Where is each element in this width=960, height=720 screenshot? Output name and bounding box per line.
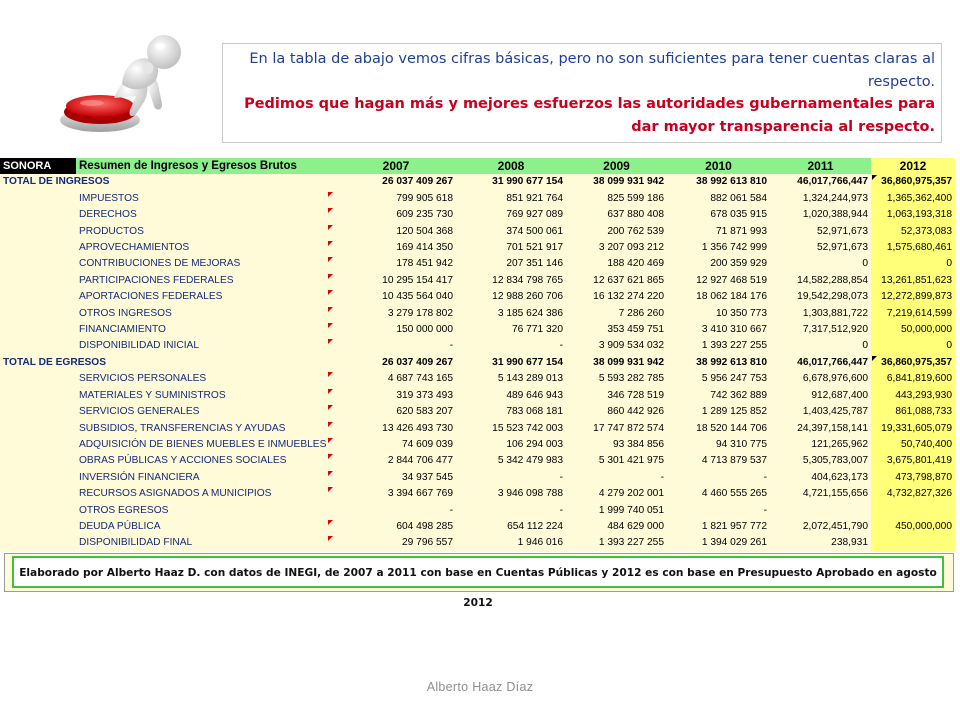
row-label: DERECHOS xyxy=(76,207,336,223)
value-cell: 10 350 773 xyxy=(667,306,770,322)
value-cell: 1,303,881,722 xyxy=(770,306,871,322)
value-cell: 26 037 409 267 xyxy=(336,174,456,190)
table-header-row xyxy=(0,158,955,174)
value-cell: 6,841,819,600 xyxy=(871,371,955,387)
value-cell: 654 112 224 xyxy=(456,519,566,535)
value-cell: 17 747 872 574 xyxy=(566,421,667,437)
value-cell: 94 310 775 xyxy=(667,437,770,453)
value-cell: 404,623,173 xyxy=(770,470,871,486)
row-label: TOTAL DE EGRESOS xyxy=(0,355,336,371)
table-row xyxy=(0,355,955,371)
value-cell: 3 279 178 802 xyxy=(336,306,456,322)
value-cell: 443,293,930 xyxy=(871,388,955,404)
value-cell: 769 927 089 xyxy=(456,207,566,223)
row-label: DISPONIBILIDAD FINAL xyxy=(76,535,336,551)
table-row xyxy=(0,453,955,469)
value-cell: 12 927 468 519 xyxy=(667,273,770,289)
value-cell: 31 990 677 154 xyxy=(456,174,566,190)
value-cell: - xyxy=(336,503,456,519)
value-cell: - xyxy=(667,470,770,486)
row-indent xyxy=(0,240,76,256)
row-indent xyxy=(0,421,76,437)
value-cell: 34 937 545 xyxy=(336,470,456,486)
row-label: APORTACIONES FEDERALES xyxy=(76,289,336,305)
value-cell: 4,732,827,326 xyxy=(871,486,955,502)
value-cell: 5,305,783,007 xyxy=(770,453,871,469)
value-cell: 609 235 730 xyxy=(336,207,456,223)
value-cell: 38 992 613 810 xyxy=(667,355,770,371)
value-cell: - xyxy=(456,470,566,486)
row-label: OTROS INGRESOS xyxy=(76,306,336,322)
table-row xyxy=(0,322,955,338)
table-row xyxy=(0,174,955,190)
value-cell: 24,397,158,141 xyxy=(770,421,871,437)
value-cell: 742 362 889 xyxy=(667,388,770,404)
value-cell: 1,575,680,461 xyxy=(871,240,955,256)
source-frame xyxy=(4,553,954,609)
value-cell: 207 351 146 xyxy=(456,256,566,272)
value-cell: 0 xyxy=(770,338,871,354)
row-label: SERVICIOS GENERALES xyxy=(76,404,336,420)
value-cell: 1 999 740 051 xyxy=(566,503,667,519)
value-cell: 18 520 144 706 xyxy=(667,421,770,437)
value-cell: 4,721,155,656 xyxy=(770,486,871,502)
value-cell: 1 821 957 772 xyxy=(667,519,770,535)
row-indent xyxy=(0,338,76,354)
value-cell: 1,365,362,400 xyxy=(871,191,955,207)
value-cell: - xyxy=(456,338,566,354)
year-header: 2011 xyxy=(770,158,871,174)
table-row xyxy=(0,470,955,486)
value-cell: 169 414 350 xyxy=(336,240,456,256)
value-cell: 450,000,000 xyxy=(871,519,955,535)
value-cell: 71 871 993 xyxy=(667,224,770,240)
value-cell: 14,582,288,854 xyxy=(770,273,871,289)
row-label: APROVECHAMIENTOS xyxy=(76,240,336,256)
row-indent xyxy=(0,519,76,535)
value-cell: 31 990 677 154 xyxy=(456,355,566,371)
value-cell: 6,678,976,600 xyxy=(770,371,871,387)
value-cell: 3 185 624 386 xyxy=(456,306,566,322)
value-cell: 12,272,899,873 xyxy=(871,289,955,305)
value-cell: 604 498 285 xyxy=(336,519,456,535)
year-header: 2008 xyxy=(456,158,566,174)
note-box xyxy=(222,43,942,143)
row-label: CONTRIBUCIONES DE MEJORAS xyxy=(76,256,336,272)
note-line-1: En la tabla de abajo vemos cifras básicas, pero no son suficientes para tener cuentas claras al respecto. xyxy=(249,51,935,90)
year-header: 2009 xyxy=(566,158,667,174)
table-row xyxy=(0,404,955,420)
value-cell: 200 762 539 xyxy=(566,224,667,240)
value-cell: 74 609 039 xyxy=(336,437,456,453)
row-label: SERVICIOS PERSONALES xyxy=(76,371,336,387)
table-row xyxy=(0,240,955,256)
row-label: MATERIALES Y SUMINISTROS xyxy=(76,388,336,404)
year-header: 2010 xyxy=(667,158,770,174)
value-cell: 188 420 469 xyxy=(566,256,667,272)
row-indent xyxy=(0,503,76,519)
value-cell: 13,261,851,623 xyxy=(871,273,955,289)
value-cell: 13 426 493 730 xyxy=(336,421,456,437)
value-cell: 10 435 564 040 xyxy=(336,289,456,305)
row-label: RECURSOS ASIGNADOS A MUNICIPIOS xyxy=(76,486,336,502)
value-cell: 374 500 061 xyxy=(456,224,566,240)
income-expense-table xyxy=(0,158,955,552)
row-indent xyxy=(0,224,76,240)
row-label: TOTAL DE INGRESOS xyxy=(0,174,336,190)
value-cell: 5 301 421 975 xyxy=(566,453,667,469)
table-row xyxy=(0,306,955,322)
value-cell xyxy=(770,503,871,519)
value-cell: 0 xyxy=(770,256,871,272)
value-cell: 52,971,673 xyxy=(770,224,871,240)
value-cell: 3 410 310 667 xyxy=(667,322,770,338)
row-indent xyxy=(0,191,76,207)
value-cell: 3 394 667 769 xyxy=(336,486,456,502)
state-label: SONORA xyxy=(0,158,76,174)
value-cell: 3,675,801,419 xyxy=(871,453,955,469)
table-row xyxy=(0,224,955,240)
value-cell: 912,687,400 xyxy=(770,388,871,404)
value-cell: 484 629 000 xyxy=(566,519,667,535)
row-indent xyxy=(0,470,76,486)
value-cell: 1 289 125 852 xyxy=(667,404,770,420)
table-row xyxy=(0,289,955,305)
value-cell: 346 728 519 xyxy=(566,388,667,404)
value-cell: 16 132 274 220 xyxy=(566,289,667,305)
value-cell: 7 286 260 xyxy=(566,306,667,322)
row-indent xyxy=(0,273,76,289)
value-cell: 15 523 742 003 xyxy=(456,421,566,437)
value-cell: 238,931 xyxy=(770,535,871,551)
value-cell: 5 342 479 983 xyxy=(456,453,566,469)
row-indent xyxy=(0,306,76,322)
value-cell: 473,798,870 xyxy=(871,470,955,486)
value-cell: 50,000,000 xyxy=(871,322,955,338)
table-row xyxy=(0,421,955,437)
row-label: DISPONIBILIDAD INICIAL xyxy=(76,338,336,354)
value-cell: 19,331,605,079 xyxy=(871,421,955,437)
row-label: INVERSIÓN FINANCIERA xyxy=(76,470,336,486)
table-row xyxy=(0,388,955,404)
row-indent xyxy=(0,437,76,453)
row-indent xyxy=(0,371,76,387)
value-cell: 38 099 931 942 xyxy=(566,355,667,371)
value-cell: 1,403,425,787 xyxy=(770,404,871,420)
value-cell: - xyxy=(456,503,566,519)
value-cell: - xyxy=(566,470,667,486)
row-label: FINANCIAMIENTO xyxy=(76,322,336,338)
value-cell: 1 393 227 255 xyxy=(566,535,667,551)
value-cell: 637 880 408 xyxy=(566,207,667,223)
value-cell: 3 207 093 212 xyxy=(566,240,667,256)
value-cell: 1 356 742 999 xyxy=(667,240,770,256)
value-cell: 3 946 098 788 xyxy=(456,486,566,502)
value-cell: 18 062 184 176 xyxy=(667,289,770,305)
value-cell: 620 583 207 xyxy=(336,404,456,420)
value-cell: 7,317,512,920 xyxy=(770,322,871,338)
value-cell: 150 000 000 xyxy=(336,322,456,338)
value-cell: 489 646 943 xyxy=(456,388,566,404)
table-row xyxy=(0,486,955,502)
value-cell: 4 687 743 165 xyxy=(336,371,456,387)
value-cell: 1,020,388,944 xyxy=(770,207,871,223)
value-cell: 882 061 584 xyxy=(667,191,770,207)
value-cell: 860 442 926 xyxy=(566,404,667,420)
table-row xyxy=(0,437,955,453)
row-indent xyxy=(0,256,76,272)
value-cell: 46,017,766,447 xyxy=(770,174,871,190)
value-cell: 825 599 186 xyxy=(566,191,667,207)
table-row xyxy=(0,273,955,289)
table-row xyxy=(0,535,955,551)
value-cell: 10 295 154 417 xyxy=(336,273,456,289)
value-cell: - xyxy=(667,503,770,519)
row-label: OBRAS PÚBLICAS Y ACCIONES SOCIALES xyxy=(76,453,336,469)
table-row xyxy=(0,371,955,387)
value-cell: 353 459 751 xyxy=(566,322,667,338)
value-cell: 12 834 798 765 xyxy=(456,273,566,289)
value-cell: 5 143 289 013 xyxy=(456,371,566,387)
value-cell: 38 099 931 942 xyxy=(566,174,667,190)
value-cell: 106 294 003 xyxy=(456,437,566,453)
value-cell: 0 xyxy=(871,338,955,354)
value-cell xyxy=(871,535,955,551)
value-cell: 1,063,193,318 xyxy=(871,207,955,223)
value-cell: 5 593 282 785 xyxy=(566,371,667,387)
value-cell: 4 460 555 265 xyxy=(667,486,770,502)
value-cell xyxy=(871,503,955,519)
value-cell: 1 946 016 xyxy=(456,535,566,551)
value-cell: 783 068 181 xyxy=(456,404,566,420)
table-title: Resumen de Ingresos y Egresos Brutos xyxy=(76,158,336,174)
value-cell: 7,219,614,599 xyxy=(871,306,955,322)
row-label: PRODUCTOS xyxy=(76,224,336,240)
row-label: OTROS EGRESOS xyxy=(76,503,336,519)
table-row xyxy=(0,338,955,354)
value-cell: 3 909 534 032 xyxy=(566,338,667,354)
value-cell: 4 713 879 537 xyxy=(667,453,770,469)
row-indent xyxy=(0,322,76,338)
value-cell: 4 279 202 001 xyxy=(566,486,667,502)
value-cell: 678 035 915 xyxy=(667,207,770,223)
value-cell: 701 521 917 xyxy=(456,240,566,256)
value-cell: 52,373,083 xyxy=(871,224,955,240)
value-cell: 121,265,962 xyxy=(770,437,871,453)
value-cell: 1,324,244,973 xyxy=(770,191,871,207)
table-row xyxy=(0,207,955,223)
value-cell: 12 637 621 865 xyxy=(566,273,667,289)
row-label: IMPUESTOS xyxy=(76,191,336,207)
source-note: Elaborado por Alberto Haaz D. con datos de INEGI, de 2007 a 2011 con base en Cuentas Públicas y 2012 es con base en Presupuesto Aprobado en agosto 2012 xyxy=(12,556,944,588)
value-cell: 46,017,766,447 xyxy=(770,355,871,371)
table-row xyxy=(0,191,955,207)
value-cell: 36,860,975,357 xyxy=(871,355,955,371)
value-cell: 19,542,298,073 xyxy=(770,289,871,305)
value-cell: 12 988 260 706 xyxy=(456,289,566,305)
value-cell: - xyxy=(336,338,456,354)
table-row xyxy=(0,256,955,272)
table-row xyxy=(0,519,955,535)
value-cell: 799 905 618 xyxy=(336,191,456,207)
value-cell: 36,860,975,357 xyxy=(871,174,955,190)
row-indent xyxy=(0,388,76,404)
value-cell: 2 844 706 477 xyxy=(336,453,456,469)
value-cell: 1 394 029 261 xyxy=(667,535,770,551)
row-indent xyxy=(0,289,76,305)
value-cell: 2,072,451,790 xyxy=(770,519,871,535)
value-cell: 50,740,400 xyxy=(871,437,955,453)
value-cell: 52,971,673 xyxy=(770,240,871,256)
value-cell: 0 xyxy=(871,256,955,272)
value-cell: 29 796 557 xyxy=(336,535,456,551)
value-cell: 178 451 942 xyxy=(336,256,456,272)
value-cell: 26 037 409 267 xyxy=(336,355,456,371)
value-cell: 851 921 764 xyxy=(456,191,566,207)
value-cell: 120 504 368 xyxy=(336,224,456,240)
value-cell: 93 384 856 xyxy=(566,437,667,453)
row-label: SUBSIDIOS, TRANSFERENCIAS Y AYUDAS xyxy=(76,421,336,437)
value-cell: 319 373 493 xyxy=(336,388,456,404)
row-label: DEUDA PÚBLICA xyxy=(76,519,336,535)
row-indent xyxy=(0,453,76,469)
value-cell: 5 956 247 753 xyxy=(667,371,770,387)
value-cell: 76 771 320 xyxy=(456,322,566,338)
value-cell: 1 393 227 255 xyxy=(667,338,770,354)
value-cell: 38 992 613 810 xyxy=(667,174,770,190)
note-line-2: Pedimos que hagan más y mejores esfuerzos las autoridades gubernamentales para dar mayor transparencia al respecto. xyxy=(244,96,935,135)
value-cell: 861,088,733 xyxy=(871,404,955,420)
row-indent xyxy=(0,535,76,551)
footer-author: Alberto Haaz Díaz xyxy=(426,680,534,694)
row-indent xyxy=(0,404,76,420)
year-header: 2007 xyxy=(336,158,456,174)
row-label: ADQUISICIÓN DE BIENES MUEBLES E INMUEBLES xyxy=(76,437,336,453)
table-row xyxy=(0,503,955,519)
row-indent xyxy=(0,207,76,223)
row-indent xyxy=(0,486,76,502)
year-header: 2012 xyxy=(871,158,955,174)
value-cell: 200 359 929 xyxy=(667,256,770,272)
thinking-person-on-red-button-icon xyxy=(52,20,182,140)
row-label: PARTICIPACIONES FEDERALES xyxy=(76,273,336,289)
